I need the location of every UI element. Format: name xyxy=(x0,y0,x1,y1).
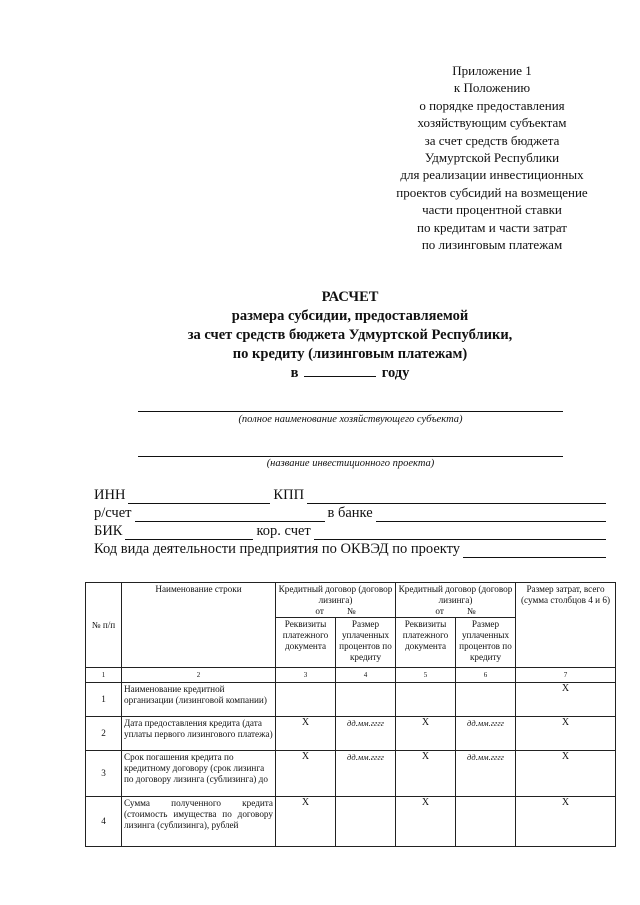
annex-line: части процентной ставки xyxy=(422,202,562,218)
row-name: Сумма полученного кредита (стоимость имущества по договору лизинга (сублизинга), рублей xyxy=(122,797,276,847)
header-credit-group-1 xyxy=(276,583,396,618)
cell-paid-interest[interactable] xyxy=(336,683,396,717)
account-label: р/счет xyxy=(94,505,132,521)
col-number: 6 xyxy=(456,668,516,683)
annex-line: Удмуртской Республики xyxy=(424,150,560,166)
row-num: 1 xyxy=(86,683,122,717)
col-number: 7 xyxy=(516,668,616,683)
header-name: Наименование строки xyxy=(122,583,276,668)
header-total: Размер затрат, всего (сумма столбцов 4 и 6) xyxy=(516,583,616,668)
bik-row xyxy=(94,523,606,540)
row-num: 2 xyxy=(86,717,122,751)
annex-line: по лизинговым платежам xyxy=(421,237,563,253)
from-label: от xyxy=(315,605,324,616)
project-caption: (название инвестиционного проекта) xyxy=(266,458,435,469)
col-number: 3 xyxy=(276,668,336,683)
inn-field[interactable] xyxy=(128,490,270,504)
col-number: 4 xyxy=(336,668,396,683)
annex-reference xyxy=(372,62,612,253)
title-line-3: за счет средств бюджета Удмуртской Республики, xyxy=(187,327,513,343)
okved-row xyxy=(94,541,606,558)
bank-label: в банке xyxy=(327,505,373,521)
col-number: 2 xyxy=(122,668,276,683)
cell-paid-interest[interactable]: дд.мм.гггг xyxy=(336,717,396,751)
row-num: 4 xyxy=(86,797,122,847)
bik-field[interactable] xyxy=(125,526,253,540)
from-label: от xyxy=(435,605,444,616)
number-label: № xyxy=(466,605,476,616)
inn-label: ИНН xyxy=(94,487,126,503)
corr-account-field[interactable] xyxy=(314,526,606,540)
annex-line: проектов субсидий на возмещение xyxy=(396,184,588,200)
cell-total[interactable]: X xyxy=(516,751,616,797)
cell-paid-interest[interactable] xyxy=(456,683,516,717)
kpp-label: КПП xyxy=(273,487,305,503)
column-number-row xyxy=(86,668,616,683)
entity-caption: (полное наименование хозяйствующего субъекта) xyxy=(238,414,463,425)
year-suffix: году xyxy=(381,365,410,381)
annex-line: хозяйствующим субъектам xyxy=(417,115,567,131)
header-paid-interest: Размер уплаченных процентов по кредиту xyxy=(456,618,516,668)
number-label: № xyxy=(346,605,356,616)
document-title xyxy=(130,288,570,383)
cell-requisites[interactable] xyxy=(276,683,336,717)
year-blank-field[interactable] xyxy=(304,364,376,377)
table-row xyxy=(86,683,616,717)
header-requisites: Реквизиты платежного документа xyxy=(276,618,336,668)
cell-requisites[interactable]: X xyxy=(276,797,336,847)
corr-account-label: кор. счет xyxy=(256,523,311,539)
title-line-2: размера субсидии, предоставляемой xyxy=(231,308,469,324)
year-prefix: в xyxy=(290,365,299,381)
kpp-field[interactable] xyxy=(307,490,606,504)
col-number: 1 xyxy=(86,668,122,683)
okved-label: Код вида деятельности предприятия по ОКВЭД по проекту xyxy=(94,541,460,557)
header-num: № п/п xyxy=(86,583,122,668)
annex-line: Приложение 1 xyxy=(452,63,532,78)
col-number: 5 xyxy=(396,668,456,683)
title-year-line xyxy=(130,364,570,383)
cell-total[interactable]: X xyxy=(516,717,616,751)
table-row xyxy=(86,751,616,797)
header-paid-interest: Размер уплаченных процентов по кредиту xyxy=(336,618,396,668)
credit-group-label: Кредитный договор (договор лизинга) xyxy=(278,584,393,605)
cell-total[interactable]: X xyxy=(516,797,616,847)
cell-requisites[interactable] xyxy=(396,683,456,717)
annex-line: по кредитам и части затрат xyxy=(417,219,567,235)
header-requisites: Реквизиты платежного документа xyxy=(396,618,456,668)
annex-line: о порядке предоставления xyxy=(419,97,565,113)
okved-field[interactable] xyxy=(463,544,606,558)
annex-line: за счет средств бюджета xyxy=(424,132,560,148)
cell-paid-interest[interactable]: дд.мм.гггг xyxy=(456,751,516,797)
cell-requisites[interactable]: X xyxy=(396,797,456,847)
row-name: Наименование кредитной организации (лизинговой компании) xyxy=(122,683,276,717)
cell-requisites[interactable]: X xyxy=(276,717,336,751)
table-row xyxy=(86,717,616,751)
cell-requisites[interactable]: X xyxy=(396,717,456,751)
account-row xyxy=(94,505,606,522)
title-line-1: РАСЧЕТ xyxy=(321,289,379,305)
cell-paid-interest[interactable]: дд.мм.гггг xyxy=(456,717,516,751)
row-num: 3 xyxy=(86,751,122,797)
cell-paid-interest[interactable] xyxy=(456,797,516,847)
project-name-field[interactable] xyxy=(138,442,563,457)
header-credit-group-2 xyxy=(396,583,516,618)
cell-requisites[interactable]: X xyxy=(276,751,336,797)
table-row xyxy=(86,797,616,847)
cell-total[interactable]: X xyxy=(516,683,616,717)
account-field[interactable] xyxy=(135,508,325,522)
bank-field[interactable] xyxy=(376,508,606,522)
cell-requisites[interactable]: X xyxy=(396,751,456,797)
credit-group-label: Кредитный договор (договор лизинга) xyxy=(398,584,513,605)
row-name: Дата предоставления кредита (дата уплаты первого лизингового платежа) xyxy=(122,717,276,751)
row-name: Срок погашения кредита по кредитному договору (срок лизинга по договору лизинга (сублизинга) до xyxy=(122,751,276,797)
inn-kpp-row xyxy=(94,487,606,504)
entity-name-field[interactable] xyxy=(138,397,563,412)
annex-line: для реализации инвестиционных xyxy=(400,167,584,183)
title-line-4: по кредиту (лизинговым платежам) xyxy=(232,346,468,362)
subsidy-calculation-table xyxy=(85,582,616,847)
cell-paid-interest[interactable] xyxy=(336,797,396,847)
annex-line: к Положению xyxy=(453,80,531,96)
bik-label: БИК xyxy=(94,523,123,539)
cell-paid-interest[interactable]: дд.мм.гггг xyxy=(336,751,396,797)
